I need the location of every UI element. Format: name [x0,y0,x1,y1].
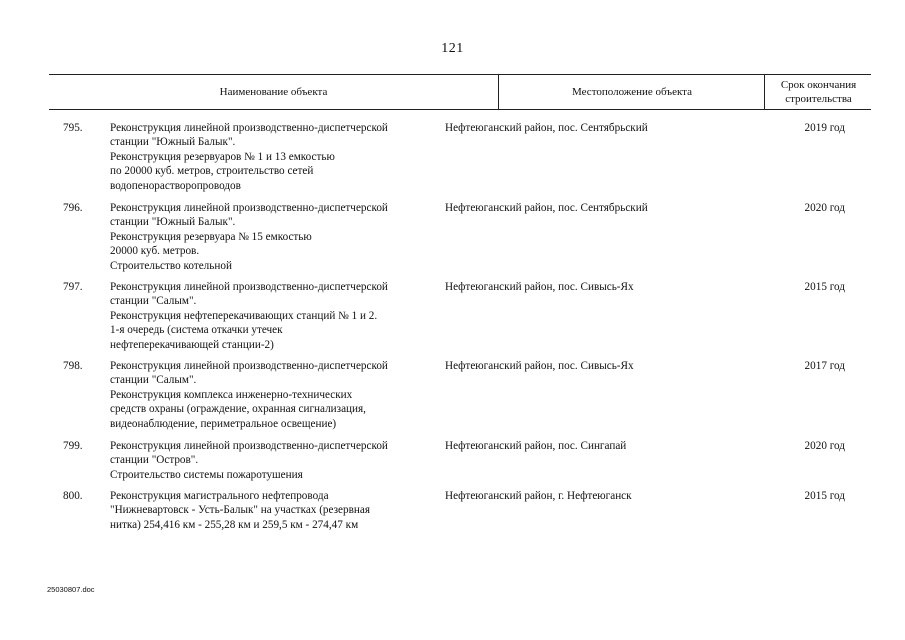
row-number: 800. [63,490,83,502]
object-name-line: станции "Остров". [110,454,199,467]
object-name-line: видеонаблюдение, периметральное освещение) [110,417,337,430]
object-name-line: Реконструкция линейной производственно-диспетчерской [110,440,388,452]
row-number: 798. [63,360,83,372]
object-name-line: станции "Салым". [110,374,197,387]
page-number: 121 [441,41,464,56]
object-name-line: Реконструкция линейной производственно-диспетчерской [110,202,388,214]
object-name-line: Реконструкция магистрального нефтепровода [110,490,329,502]
header-location: Местоположение объекта [498,75,765,109]
object-location: Нефтеюганский район, пос. Сентябрьский [445,122,648,134]
table-row [49,359,871,439]
object-name-line: Реконструкция комплекса инженерно-технических [110,388,353,401]
completion-term: 2020 год [804,202,845,214]
object-name-line: станции "Южный Балык". [110,136,236,149]
table-row [49,439,871,489]
object-name [110,439,450,482]
header-term-line-1: Срок окончания [780,79,857,91]
table-header [49,74,871,110]
object-location: Нефтеюганский район, пос. Сивысь-Ях [445,281,634,293]
object-name-line: Строительство котельной [110,259,232,272]
object-name-line: Реконструкция линейной производственно-диспетчерской [110,281,388,293]
object-name-line: станции "Салым". [110,295,197,308]
object-name-line: водопенорастворопроводов [110,179,241,192]
object-name-line: 20000 куб. метров. [110,245,200,258]
object-location: Нефтеюганский район, пос. Сингапай [445,440,627,452]
object-location: Нефтеюганский район, г. Нефтеюганск [445,490,632,502]
object-name-line: "Нижневартовск - Усть-Балык" на участках (резервная [110,504,370,517]
object-name-line: Реконструкция линейной производственно-диспетчерской [110,360,388,372]
table-row [49,201,871,280]
header-term-line-2: строительства [785,93,852,105]
header-term [764,75,872,109]
object-name-line: средств охраны (ограждение, охранная сигнализация, [110,403,366,416]
object-name [110,201,450,273]
table-row [49,280,871,359]
completion-term: 2015 год [804,281,845,293]
object-name [110,121,450,193]
object-name [110,359,450,431]
row-number: 799. [63,440,83,452]
row-number: 795. [63,122,83,134]
object-name-line: по 20000 куб. метров, строительство сетей [110,165,314,178]
object-name-line: 1-я очередь (система откачки утечек [110,324,283,337]
object-name-line: Строительство системы пожаротушения [110,468,303,481]
object-name-line: нефтеперекачивающей станции-2) [110,338,274,351]
table-body [49,121,871,539]
object-location: Нефтеюганский район, пос. Сентябрьский [445,202,648,214]
document-filename: 25030807.doc [47,585,95,594]
completion-term: 2015 год [804,490,845,502]
completion-term: 2019 год [804,122,845,134]
object-name-line: Реконструкция резервуаров № 1 и 13 емкостью [110,150,335,163]
object-name-line: станции "Южный Балык". [110,216,236,229]
object-name-line: нитка) 254,416 км - 255,28 км и 259,5 км - 274,47 км [110,518,359,531]
row-number: 797. [63,281,83,293]
objects-table [49,74,871,531]
completion-term: 2017 год [804,360,845,372]
row-number: 796. [63,202,83,214]
object-name [110,489,450,532]
object-name-line: Реконструкция резервуара № 15 емкостью [110,230,312,243]
object-name-line: Реконструкция линейной производственно-диспетчерской [110,122,388,134]
table-row [49,121,871,201]
object-name-line: Реконструкция нефтеперекачивающих станций № 1 и 2. [110,309,378,322]
table-row [49,489,871,539]
object-location: Нефтеюганский район, пос. Сивысь-Ях [445,360,634,372]
header-name: Наименование объекта [219,86,328,98]
completion-term: 2020 год [804,440,845,452]
object-name [110,280,450,352]
